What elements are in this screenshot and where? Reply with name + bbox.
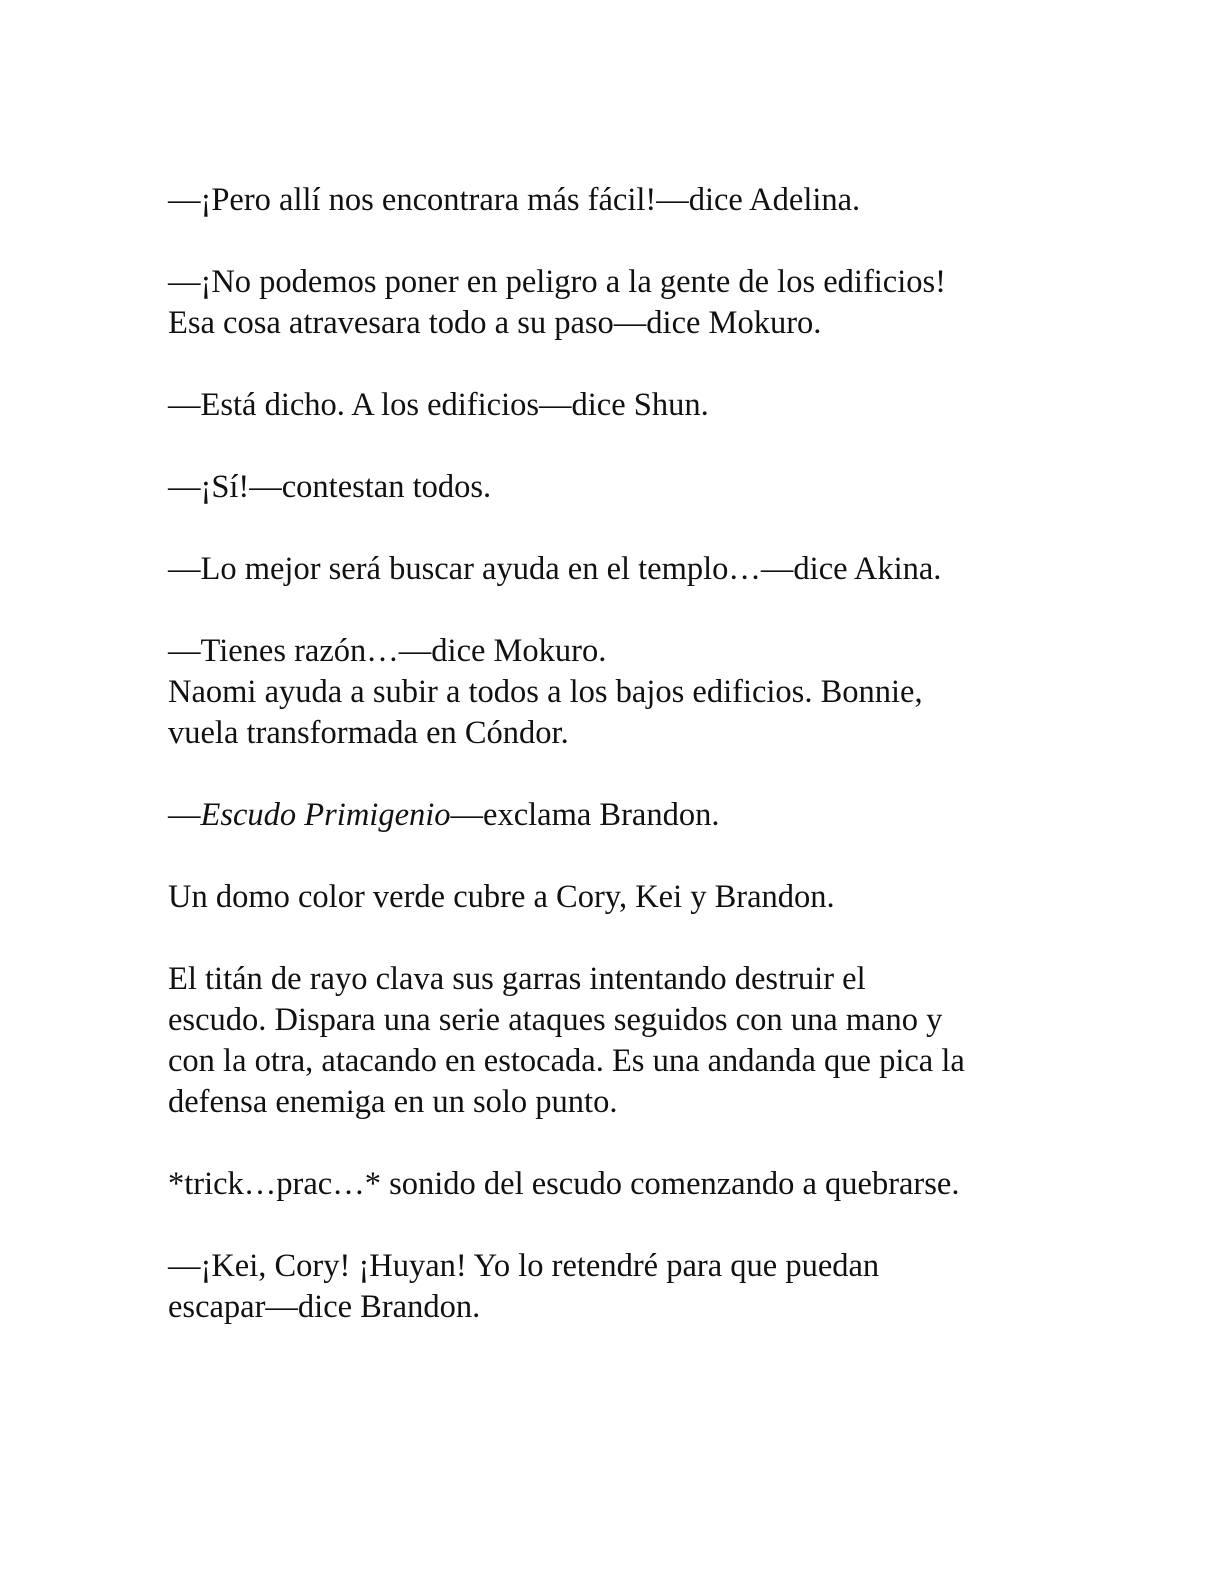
paragraph-dome	[168, 877, 1068, 918]
body-text	[168, 180, 1068, 1369]
text-line: Esa cosa atravesara todo a su paso—dice Mokuro.	[168, 305, 822, 341]
text-line: con la otra, atacando en estocada. Es una andanda que pica la	[168, 1043, 965, 1079]
paragraph-brandon-flee	[168, 1246, 1068, 1328]
paragraph-naomi	[168, 672, 1068, 754]
text-line: escudo. Dispara una serie ataques seguidos con una mano y	[168, 1002, 943, 1038]
text-line: vuela transformada en Cóndor.	[168, 715, 569, 751]
text-line: defensa enemiga en un solo punto.	[168, 1084, 618, 1120]
text-line: —Tienes razón…—dice Mokuro.	[168, 633, 607, 669]
text-line: El titán de rayo clava sus garras intentando destruir el	[168, 961, 866, 997]
text-line	[168, 795, 1068, 836]
text-line: Naomi ayuda a subir a todos a los bajos edificios. Bonnie,	[168, 674, 923, 710]
text-line: —¡Sí!—contestan todos.	[168, 469, 492, 505]
dialogue-tag: —exclama Brandon.	[450, 797, 720, 833]
paragraph-titan	[168, 959, 1068, 1123]
paragraph-sound	[168, 1164, 1068, 1205]
text-line: Un domo color verde cubre a Cory, Kei y Brandon.	[168, 879, 835, 915]
paragraph-todos	[168, 467, 1068, 508]
text-line: —Está dicho. A los edificios—dice Shun.	[168, 387, 709, 423]
paragraph-mokuro-1	[168, 262, 1068, 344]
text-line: —¡No podemos poner en peligro a la gente de los edificios!	[168, 264, 946, 300]
paragraph-brandon-shield	[168, 795, 1068, 836]
text-line: *trick…prac…* sonido del escudo comenzando a quebrarse.	[168, 1166, 960, 1202]
text-line: escapar—dice Brandon.	[168, 1289, 481, 1325]
paragraph-mokuro-2	[168, 631, 1068, 672]
text-line: —Lo mejor será buscar ayuda en el templo…—dice Akina.	[168, 551, 942, 587]
spell-name: Escudo Primigenio	[200, 797, 451, 833]
paragraph-akina	[168, 549, 1068, 590]
text-line: —¡Kei, Cory! ¡Huyan! Yo lo retendré para que puedan	[168, 1248, 880, 1284]
text-line: —¡Pero allí nos encontrara más fácil!—dice Adelina.	[168, 182, 861, 218]
paragraph-shun	[168, 385, 1068, 426]
dash: —	[168, 797, 201, 833]
paragraph-adelina	[168, 180, 1068, 221]
